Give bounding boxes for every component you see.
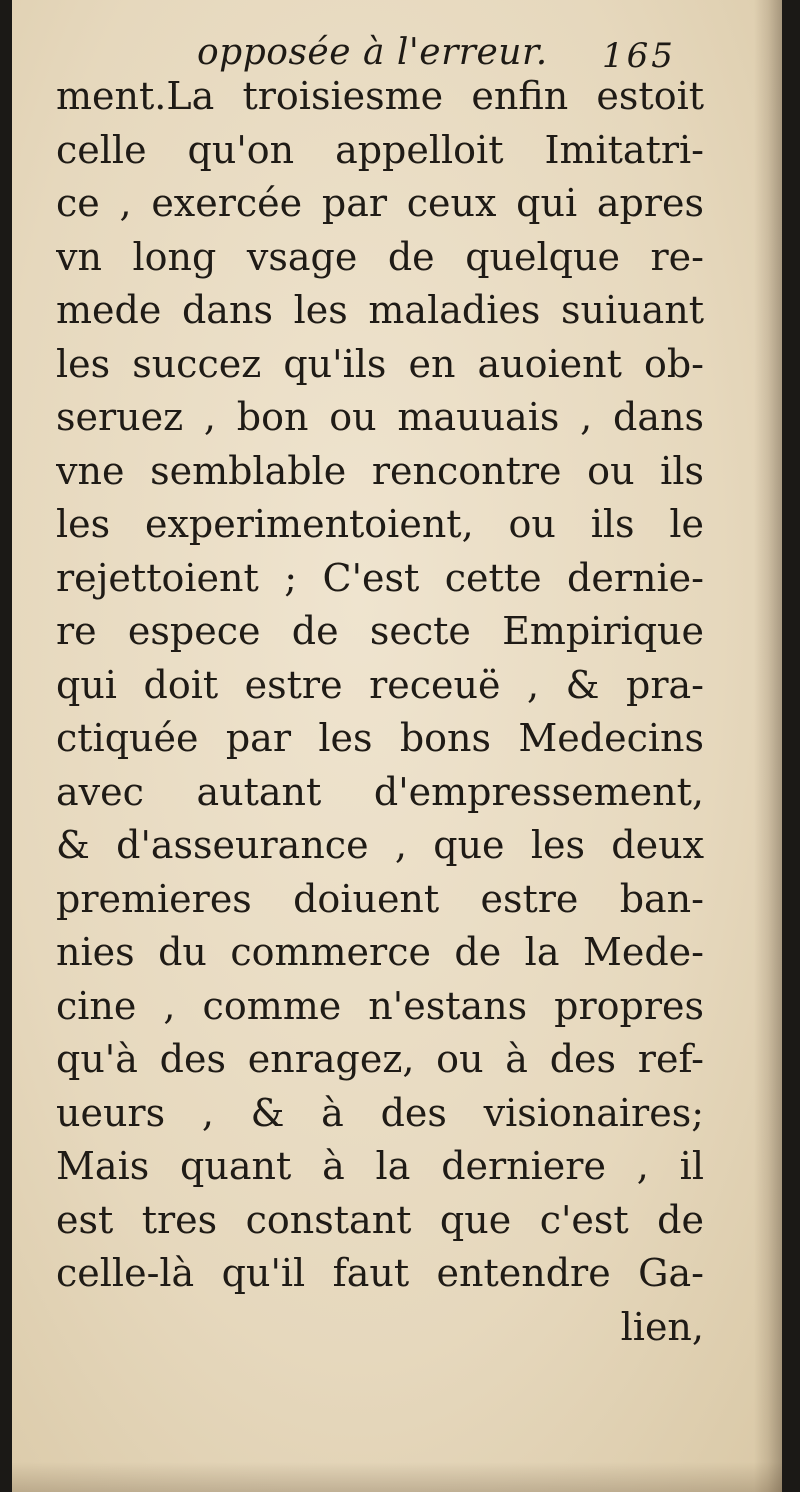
text-line: avec autant d'empressement, — [56, 769, 704, 814]
text-line: est tres constant que c'est de — [56, 1197, 704, 1242]
text-line: lien, — [620, 1304, 704, 1349]
text-line: les succez qu'ils en auoient ob- — [56, 341, 704, 386]
text-line: Mais quant à la derniere , il — [56, 1144, 704, 1188]
text-line: cine , comme n'estans propres — [56, 983, 704, 1028]
text-line: celle qu'on appelloit Imitatri- — [56, 127, 704, 172]
text-line: mede dans les maladies suiuant — [56, 288, 704, 332]
text-line: rejettoient ; C'est cette dernie- — [56, 555, 704, 600]
text-line: ment.La troisiesme enfin estoit — [56, 74, 704, 118]
running-head: opposée à l'erreur. — [197, 32, 548, 73]
page-number: 165 — [602, 36, 676, 76]
text-line: premieres doiuent estre ban- — [56, 876, 704, 921]
body-text — [56, 70, 704, 1354]
text-line: ctiquée par les bons Medecins — [56, 716, 704, 760]
text-line: ueurs , & à des visionaires; — [56, 1090, 704, 1135]
text-line: les experimentoient, ou ils le — [56, 502, 704, 546]
page-edge-shadow — [754, 0, 782, 1492]
text-line: celle-là qu'il faut entendre Ga- — [56, 1251, 704, 1295]
text-line: qu'à des enragez, ou à des ref- — [56, 1037, 704, 1081]
text-line: nies du commerce de la Mede- — [56, 930, 704, 974]
text-line: seruez , bon ou mauuais , dans — [56, 395, 704, 439]
text-line: vn long vsage de quelque re- — [56, 234, 704, 279]
text-line: qui doit estre receuë , & pra- — [56, 662, 704, 707]
text-line: vne semblable rencontre ou ils — [56, 448, 704, 493]
text-line: & d'asseurance , que les deux — [56, 823, 704, 867]
book-page — [12, 0, 782, 1492]
text-line: ce , exercée par ceux qui apres — [56, 181, 704, 225]
text-line: re espece de secte Empirique — [56, 609, 704, 653]
page-bottom-shadow — [12, 1462, 782, 1492]
